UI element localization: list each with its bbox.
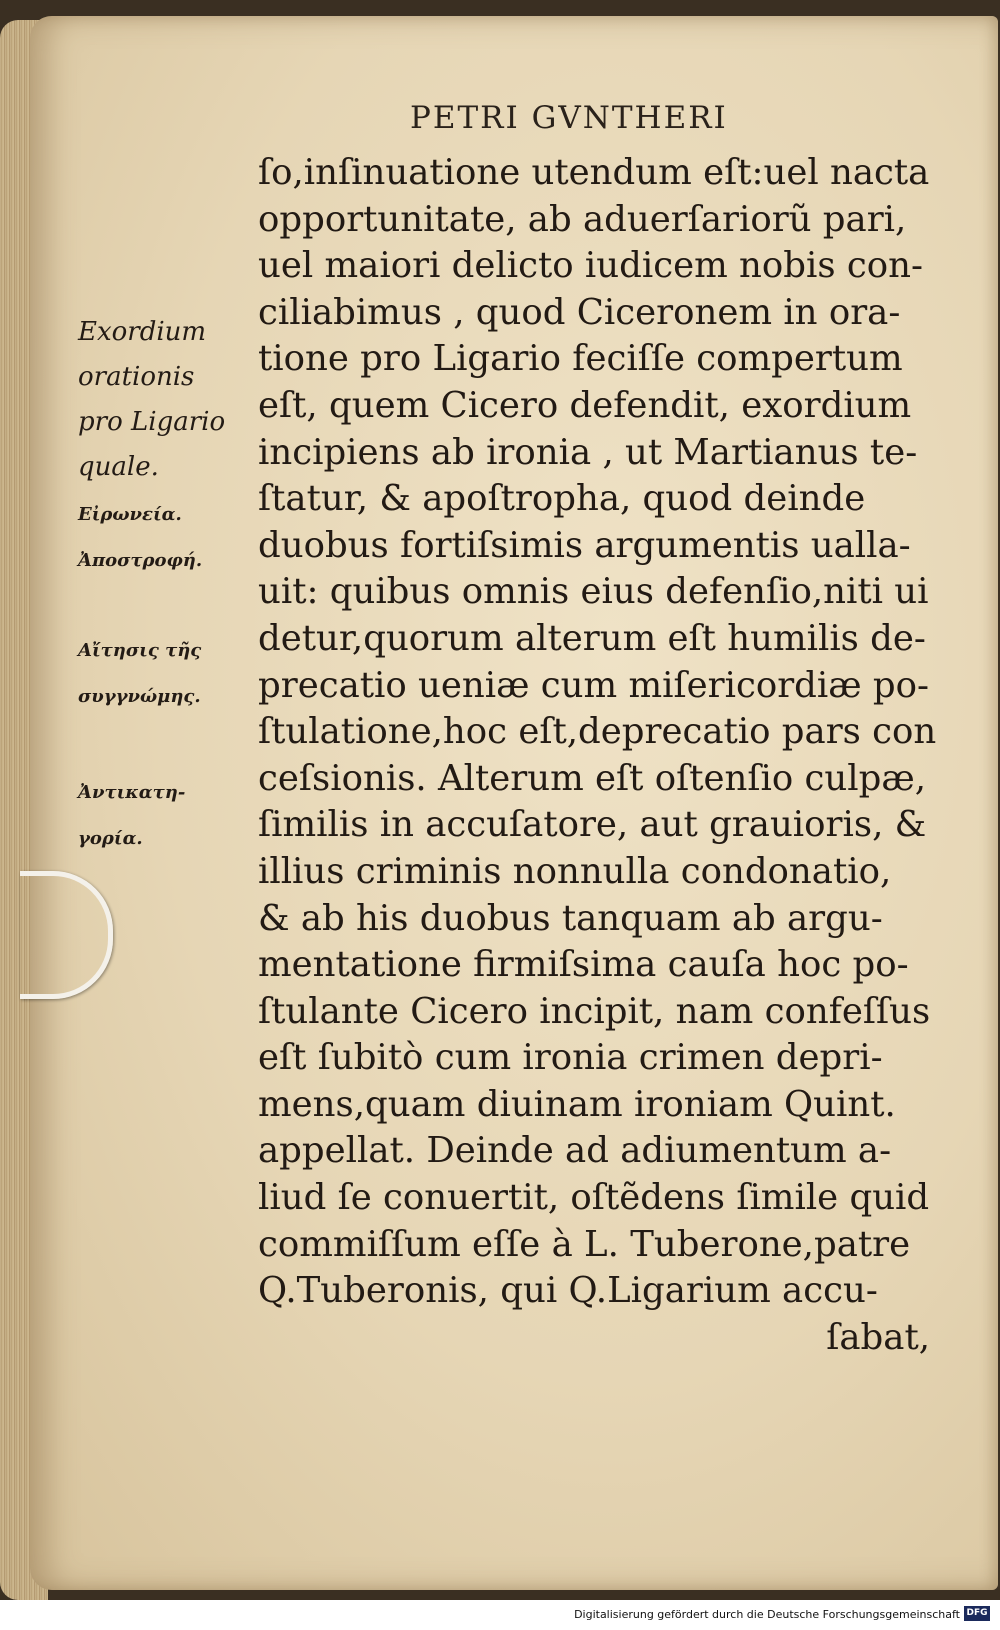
text-line: ciliabimus , quod Ciceronem in ora- — [258, 291, 901, 333]
body-text — [258, 150, 948, 1361]
text-line: ſo,inſinuatione utendum eſt:uel nacta — [258, 152, 930, 193]
text-line: duobus fortiſsimis argumentis ualla- — [258, 524, 911, 566]
margin-note-line: pro Ligario — [78, 407, 226, 437]
text-line: ſimilis in accuſatore, aut grauioris, & — [258, 804, 927, 846]
text-line: opportunitate, ab aduerſariorũ pari, — [258, 198, 907, 240]
text-line: mens,quam diuinam ironiam Quint. — [258, 1083, 896, 1125]
text-line: eſt ſubitò cum ironia crimen depri- — [258, 1037, 883, 1079]
text-line: ſtulatione,hoc eſt,deprecatio pars con — [258, 711, 937, 753]
margin-note-apostrophe — [78, 538, 202, 584]
margin-note-line: orationis — [78, 362, 195, 392]
running-title: PETRI GVNTHERI — [410, 100, 728, 136]
bookmark-ribbon — [20, 871, 113, 999]
margin-note-line: συγγνώμης. — [78, 686, 201, 707]
margin-note-antikategoria — [78, 770, 185, 862]
margin-note-aitesis — [78, 628, 201, 720]
text-line: ſtatur, & apoſtropha, quod deinde — [258, 478, 866, 520]
margin-note-line: Εἰρωνεία. — [78, 504, 182, 525]
text-line: uel maiori delicto iudicem nobis con- — [258, 245, 923, 287]
margin-note-line: quale. — [78, 452, 159, 482]
margin-note-line: Ἀποστροφή. — [78, 550, 203, 571]
footer-bar — [0, 1600, 1000, 1630]
text-line: liud ſe conuertit, oſtẽdens ſimile quid — [258, 1177, 930, 1219]
text-line: appellat. Deinde ad adiumentum a- — [258, 1130, 892, 1172]
text-line: ſtulante Cicero incipit, nam confeſſus — [258, 990, 931, 1032]
margin-note-line: Αἴτησις τῆς — [78, 640, 202, 661]
text-line: Q.Tuberonis, qui Q.Ligarium accu- — [258, 1270, 878, 1312]
text-line: mentatione firmiſsima cauſa hoc po- — [258, 944, 909, 986]
digitization-credit: Digitalisierung gefördert durch die Deutsche Forschungsgemeinschaft — [574, 1608, 960, 1621]
text-line: illius criminis nonnulla condonatio, — [258, 850, 892, 892]
margin-note-exordium — [78, 310, 225, 490]
text-line: tione pro Ligario feciſſe compertum — [258, 338, 903, 380]
margin-note-line: γορία. — [78, 828, 143, 849]
text-line: detur,quorum alterum eſt humilis de- — [258, 617, 926, 659]
margin-note-line: Exordium — [78, 317, 207, 347]
text-line: precatio ueniæ cum miſericordiæ po- — [258, 664, 929, 706]
text-line: ceſsionis. Alterum eſt oſtenſio culpæ, — [258, 757, 926, 799]
text-line: eſt, quem Cicero defendit, exordium — [258, 384, 912, 426]
margin-note-eironeia — [78, 492, 182, 538]
text-line: incipiens ab ironia , ut Martianus te- — [258, 431, 918, 473]
text-line: & ab his duobus tanquam ab argu- — [258, 897, 883, 939]
text-line: uit: quibus omnis eius defenſio,niti ui — [258, 571, 929, 613]
dfg-logo: DFG — [964, 1606, 990, 1621]
text-line: commiſſum eſſe à L. Tuberone,patre — [258, 1223, 911, 1265]
catchword: ſabat, — [826, 1316, 930, 1358]
margin-note-line: Ἀντικατη- — [78, 782, 186, 803]
